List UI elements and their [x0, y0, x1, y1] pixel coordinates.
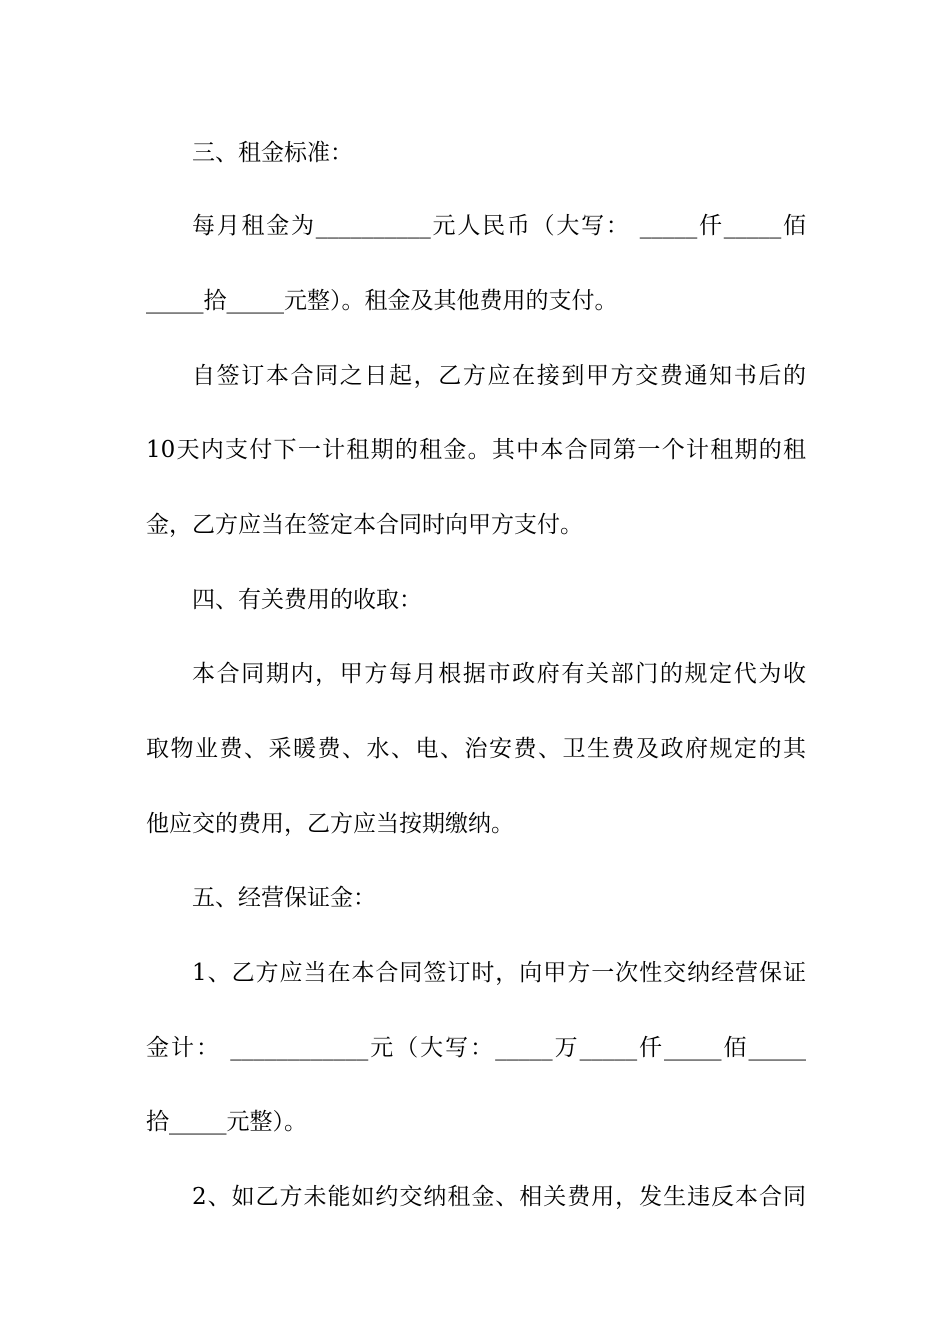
paragraph-line: 取物业费、采暖费、水、电、治安费、卫生费及政府规定的其 — [146, 736, 806, 762]
paragraph-line: 2、如乙方未能如约交纳租金、相关费用，发生违反本合同 — [192, 1184, 806, 1210]
section-heading-rent-standard: 三、租金标准： — [192, 140, 353, 166]
paragraph-line: 每月租金为__________元人民币（大写： _____仟_____佰 — [192, 213, 806, 239]
paragraph-line: 自签订本合同之日起，乙方应在接到甲方交费通知书后的 — [192, 363, 806, 389]
section-heading-deposit: 五、经营保证金： — [192, 885, 376, 911]
paragraph-line: 金计： ____________元（大写：_____万_____仟_____佰_____ — [146, 1035, 806, 1061]
paragraph-line: 1、乙方应当在本合同签订时，向甲方一次性交纳经营保证 — [192, 960, 806, 986]
paragraph-line: 拾_____元整）。 — [146, 1109, 307, 1135]
paragraph-line: _____拾_____元整）。租金及其他费用的支付。 — [146, 288, 618, 314]
paragraph-line: 10天内支付下一计租期的租金。其中本合同第一个计租期的租 — [146, 437, 806, 463]
paragraph-line: 本合同期内，甲方每月根据市政府有关部门的规定代为收 — [192, 661, 806, 687]
paragraph-line: 金，乙方应当在签定本合同时向甲方支付。 — [146, 512, 583, 538]
section-heading-fees: 四、有关费用的收取： — [192, 587, 422, 613]
paragraph-line: 他应交的费用，乙方应当按期缴纳。 — [146, 811, 514, 837]
